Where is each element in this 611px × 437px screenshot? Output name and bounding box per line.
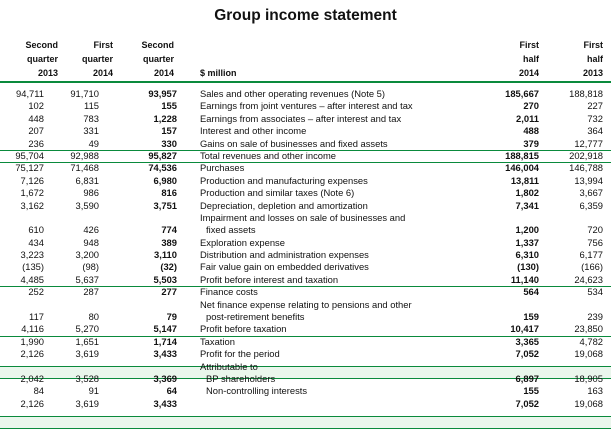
cell-first-half-2014: 11,140 (510, 273, 539, 285)
cell-second-quarter-2014: 3,369 (153, 372, 177, 384)
header-first-quarter-2014 (82, 39, 113, 80)
cell-first-quarter-2014: 71,468 (70, 162, 99, 174)
table-row (0, 385, 611, 397)
header-line: 2014 (518, 67, 539, 78)
header-line: quarter (81, 53, 113, 64)
cell-first-half-2013: 227 (587, 100, 603, 112)
highlight-band (0, 416, 611, 428)
cell-first-half-2013: 188,818 (569, 88, 603, 99)
cell-first-quarter-2014: 3,619 (75, 348, 99, 360)
row-label: Finance costs (200, 286, 258, 298)
cell-second-quarter-2013: 94,711 (16, 88, 44, 99)
cell-first-half-2014: 3,365 (515, 335, 539, 347)
cell-second-quarter-2014: 774 (161, 224, 177, 236)
cell-second-quarter-2014: 155 (161, 100, 177, 112)
cell-second-quarter-2014: 93,957 (148, 88, 177, 99)
table-row (0, 299, 611, 311)
cell-second-quarter-2014: 157 (161, 125, 177, 137)
cell-first-half-2013: 163 (587, 385, 603, 397)
row-label: Sales and other operating revenues (Note 5) (200, 88, 386, 99)
cell-first-quarter-2014: 783 (83, 112, 99, 124)
table-row (0, 200, 611, 212)
cell-first-half-2013: 720 (587, 224, 603, 236)
header-line: Second (141, 40, 174, 50)
cell-first-half-2013: 6,177 (579, 249, 603, 261)
cell-first-half-2014: 146,004 (505, 162, 539, 174)
table-row (0, 348, 611, 360)
row-label: Profit before taxation (200, 323, 287, 335)
header-line: half (522, 53, 539, 64)
cell-second-quarter-2014: 5,147 (153, 323, 177, 335)
header-line: 2013 (37, 67, 58, 78)
row-label: Fair value gain on embedded derivatives (200, 261, 369, 273)
cell-second-quarter-2014: 277 (161, 286, 177, 298)
cell-first-half-2013: 239 (587, 311, 603, 323)
cell-second-quarter-2013: 434 (28, 236, 44, 248)
cell-first-half-2013: 146,788 (569, 162, 603, 174)
cell-second-quarter-2013: 95,704 (15, 149, 44, 161)
cell-first-half-2014: 188,815 (505, 149, 539, 161)
cell-first-half-2014: 185,667 (505, 88, 539, 99)
table-row (0, 125, 611, 137)
table-row (0, 212, 611, 224)
row-label: Earnings from joint ventures – after interest and tax (200, 100, 413, 112)
header-line: 2013 (582, 67, 603, 78)
cell-first-half-2014: 7,052 (515, 397, 539, 409)
row-label: Impairment and losses on sale of businesses and (200, 211, 406, 223)
page-title: Group income statement (214, 7, 397, 24)
row-label: Net finance expense relating to pensions and other (200, 298, 412, 310)
cell-second-quarter-2013: 102 (28, 100, 44, 112)
cell-second-quarter-2013: 1,672 (20, 187, 44, 199)
cell-first-quarter-2014: 986 (83, 187, 99, 199)
cell-first-quarter-2014: 1,651 (75, 335, 99, 347)
cell-second-quarter-2013: 3,223 (20, 249, 44, 261)
table-row (0, 113, 611, 125)
cell-first-quarter-2014: 3,619 (75, 397, 99, 409)
table-row (0, 373, 611, 385)
cell-first-half-2013: (166) (581, 261, 603, 273)
cell-second-quarter-2014: 6,980 (153, 174, 177, 186)
table-row (0, 286, 611, 298)
header-second-quarter-2014 (141, 39, 174, 80)
cell-first-quarter-2014: 3,590 (75, 199, 99, 211)
table-row (0, 398, 611, 410)
header-line: First (583, 40, 603, 50)
table-row (0, 237, 611, 249)
header-units: $ million (200, 67, 237, 78)
cell-first-half-2013: 732 (587, 112, 603, 124)
cell-second-quarter-2013: 207 (28, 125, 44, 137)
cell-first-half-2013: 19,068 (574, 348, 603, 360)
cell-first-half-2013: 756 (587, 236, 603, 248)
row-label: Depreciation, depletion and amortization (200, 199, 368, 211)
cell-first-half-2014: 159 (523, 311, 539, 323)
table-row (0, 274, 611, 286)
cell-first-quarter-2014: 3,528 (75, 372, 99, 384)
row-label: Total revenues and other income (200, 149, 337, 161)
income-statement-table (0, 88, 611, 410)
cell-first-quarter-2014: 287 (83, 286, 99, 298)
row-label: Distribution and administration expenses (200, 249, 369, 261)
header-line: 2014 (92, 67, 113, 78)
cell-first-half-2014: 1,200 (515, 224, 539, 236)
row-label: Gains on sale of businesses and fixed assets (200, 137, 388, 149)
cell-first-half-2014: 7,052 (515, 348, 539, 360)
cell-first-quarter-2014: (98) (82, 261, 99, 273)
row-label: post-retirement benefits (206, 311, 305, 323)
table-row (0, 175, 611, 187)
cell-first-half-2013: 24,623 (574, 273, 603, 285)
cell-first-half-2014: 2,011 (516, 112, 539, 124)
row-label: Profit for the period (200, 348, 280, 360)
cell-second-quarter-2013: (135) (22, 261, 44, 273)
header-line: First (519, 40, 539, 50)
cell-first-quarter-2014: 948 (83, 236, 99, 248)
cell-second-quarter-2014: 330 (161, 137, 177, 149)
cell-first-half-2013: 202,918 (569, 149, 603, 161)
row-label: Purchases (200, 162, 245, 174)
table-row (0, 336, 611, 348)
header-line: 2014 (153, 67, 174, 78)
divider (0, 428, 611, 429)
cell-second-quarter-2013: 2,042 (20, 372, 44, 384)
row-label: BP shareholders (206, 372, 276, 384)
cell-first-quarter-2014: 3,200 (75, 249, 99, 261)
row-label: Interest and other income (200, 125, 307, 137)
cell-first-quarter-2014: 331 (83, 125, 99, 137)
header-rule (0, 81, 611, 83)
cell-second-quarter-2014: 95,827 (148, 149, 177, 161)
row-label: Taxation (200, 335, 235, 347)
header-line: First (93, 40, 113, 50)
cell-second-quarter-2014: 79 (166, 311, 177, 323)
divider (0, 416, 611, 417)
table-row (0, 323, 611, 335)
cell-first-half-2013: 534 (587, 286, 603, 298)
cell-second-quarter-2014: 3,110 (154, 249, 177, 261)
cell-first-half-2014: 564 (523, 286, 539, 298)
cell-first-half-2013: 12,777 (574, 137, 603, 149)
header-line: Second (25, 40, 58, 50)
cell-second-quarter-2013: 448 (28, 112, 44, 124)
row-label: Earnings from associates – after interest and tax (200, 112, 402, 124)
row-label: Profit before interest and taxation (200, 273, 339, 285)
cell-first-quarter-2014: 5,270 (75, 323, 99, 335)
cell-first-half-2014: 1,337 (515, 236, 539, 248)
cell-second-quarter-2014: 389 (161, 236, 177, 248)
cell-first-half-2014: 6,897 (515, 372, 539, 384)
cell-first-half-2013: 19,068 (574, 397, 603, 409)
cell-first-quarter-2014: 92,988 (70, 149, 99, 161)
header-line: quarter (142, 53, 174, 64)
cell-second-quarter-2013: 1,990 (20, 335, 44, 347)
cell-first-quarter-2014: 5,637 (75, 273, 99, 285)
table-row (0, 138, 611, 150)
cell-second-quarter-2013: 4,485 (20, 273, 44, 285)
cell-second-quarter-2013: 84 (33, 385, 44, 397)
cell-second-quarter-2014: 1,228 (153, 112, 177, 124)
cell-second-quarter-2013: 252 (28, 286, 44, 298)
cell-second-quarter-2014: 5,503 (153, 273, 177, 285)
cell-first-half-2014: 7,341 (515, 199, 539, 211)
cell-second-quarter-2013: 2,126 (20, 397, 44, 409)
cell-first-quarter-2014: 91,710 (70, 88, 99, 99)
header-first-half-2014 (519, 39, 539, 80)
cell-first-quarter-2014: 115 (84, 100, 99, 112)
cell-second-quarter-2014: 74,536 (148, 162, 177, 174)
table-row (0, 100, 611, 112)
table-row (0, 187, 611, 199)
header-second-quarter-2013 (25, 39, 58, 80)
cell-second-quarter-2014: 3,433 (153, 397, 177, 409)
cell-second-quarter-2013: 610 (28, 224, 44, 236)
header-first-half-2013 (583, 39, 603, 80)
cell-first-half-2014: 13,811 (510, 174, 539, 186)
cell-second-quarter-2014: 1,714 (153, 335, 177, 347)
cell-first-half-2014: 1,802 (515, 187, 539, 199)
cell-first-half-2013: 4,782 (579, 335, 603, 347)
row-label: Non-controlling interests (206, 385, 308, 397)
row-label: Production and manufacturing expenses (200, 174, 368, 186)
row-label: Production and similar taxes (Note 6) (200, 187, 355, 199)
row-label: Attributable to (200, 360, 258, 372)
cell-second-quarter-2013: 236 (28, 137, 44, 149)
cell-first-half-2013: 18,905 (574, 372, 603, 384)
table-row (0, 249, 611, 261)
cell-first-half-2014: 379 (523, 137, 539, 149)
cell-first-half-2013: 23,850 (574, 323, 603, 335)
table-row (0, 224, 611, 236)
cell-first-half-2013: 13,994 (574, 174, 603, 186)
cell-second-quarter-2013: 7,126 (20, 174, 44, 186)
cell-second-quarter-2013: 75,127 (15, 162, 44, 174)
cell-first-quarter-2014: 49 (88, 137, 99, 149)
cell-second-quarter-2013: 3,162 (20, 199, 44, 211)
cell-second-quarter-2014: 3,433 (153, 348, 177, 360)
cell-first-half-2014: 6,310 (515, 249, 539, 261)
header-line: quarter (26, 53, 58, 64)
cell-second-quarter-2013: 117 (29, 311, 44, 323)
cell-first-half-2013: 6,359 (579, 199, 603, 211)
cell-first-half-2014: 155 (523, 385, 539, 397)
cell-first-half-2013: 364 (587, 125, 603, 137)
table-row (0, 88, 611, 100)
header-line: half (586, 53, 603, 64)
cell-first-quarter-2014: 426 (83, 224, 99, 236)
table-row (0, 311, 611, 323)
cell-first-half-2013: 3,667 (579, 187, 603, 199)
cell-second-quarter-2014: 3,751 (153, 199, 177, 211)
cell-second-quarter-2014: 816 (161, 187, 177, 199)
cell-first-half-2014: 270 (523, 100, 539, 112)
cell-first-quarter-2014: 91 (88, 385, 99, 397)
table-row (0, 261, 611, 273)
cell-first-quarter-2014: 6,831 (75, 174, 99, 186)
row-label: fixed assets (206, 224, 256, 236)
cell-first-half-2014: (130) (517, 261, 539, 273)
table-row (0, 361, 611, 373)
cell-second-quarter-2014: 64 (166, 385, 177, 397)
row-label: Exploration expense (200, 236, 285, 248)
table-row (0, 150, 611, 162)
table-row (0, 162, 611, 174)
cell-first-half-2014: 488 (523, 125, 539, 137)
cell-second-quarter-2014: (32) (160, 261, 177, 273)
cell-second-quarter-2013: 4,116 (21, 323, 44, 335)
cell-first-half-2014: 10,417 (510, 323, 539, 335)
cell-first-quarter-2014: 80 (88, 311, 99, 323)
cell-second-quarter-2013: 2,126 (20, 348, 44, 360)
